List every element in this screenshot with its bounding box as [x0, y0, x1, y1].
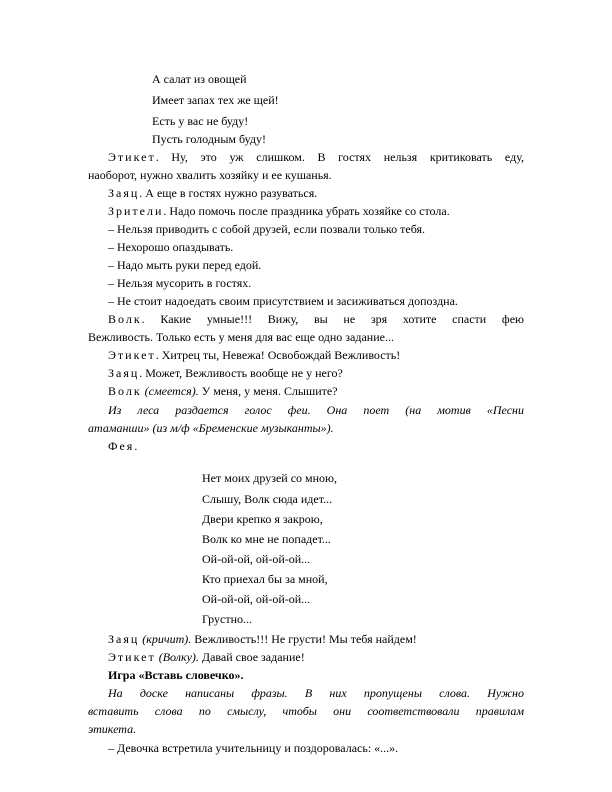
poem-line: Есть у вас не буду! [152, 114, 249, 128]
dash-line: – Нельзя приводить с собой друзей, если позвали только тебя. [108, 222, 426, 236]
dash-line: – Девочка встретила учительницу и поздоровалась: «...». [108, 741, 399, 755]
dialogue-text: . Может, Вежливость вообще не у него? [139, 366, 343, 380]
poem-line: Имеет запах тех же щей! [152, 93, 279, 107]
song-line: Грустно... [202, 612, 253, 626]
song-line: Ой-ой-ой, ой-ой-ой... [202, 552, 311, 566]
dialogue-text: . Надо помочь после праздника убрать хозяйке со стола. [163, 204, 450, 218]
speaker-name: Зрители [108, 204, 164, 218]
dialogue-text: . [134, 439, 138, 453]
dialogue-text: . Ну, это уж слишком. В гостях нельзя критиковать еду, [155, 150, 524, 164]
speaker-name: Этикет [108, 150, 156, 164]
dialogue-etiket [108, 347, 400, 363]
song-line: Волк ко мне не попадет... [202, 532, 331, 546]
dialogue-zayats [108, 631, 417, 647]
song-line: Нет моих друзей со мною, [202, 471, 337, 485]
dialogue-text: Вежливость!!! Не грусти! Мы тебя найдем! [191, 632, 417, 646]
speaker-name: Заяц [108, 186, 140, 200]
game-title: Игра «Вставь словечко». [108, 668, 244, 682]
song-line: Ой-ой-ой, ой-ой-ой... [202, 592, 311, 606]
dialogue-text-cont: Вежливость. Только есть у меня для вас еще одно задание... [88, 330, 394, 344]
stage-remark: (кричит). [142, 632, 192, 646]
stage-direction-cont: вставить слова по смыслу, чтобы они соответствовали правилам [88, 704, 524, 718]
song-line: Кто приехал бы за мной, [202, 572, 328, 586]
poem-line: А салат из овощей [152, 72, 247, 86]
poem-line: Пусть голодным буду! [152, 132, 266, 146]
dash-line: – Нельзя мусорить в гостях. [108, 276, 252, 290]
dialogue-volk [108, 311, 524, 327]
stage-remark: (Волку). [158, 650, 199, 664]
speaker-name: Заяц [108, 632, 140, 646]
speaker-name: Этикет [108, 650, 156, 664]
speaker-name: Волк [108, 384, 142, 398]
dialogue-zayats [108, 185, 317, 201]
dialogue-zriteli [108, 203, 450, 219]
dialogue-text: . Хитрец ты, Невежа! Освобождай Вежливость! [155, 348, 401, 362]
dash-line: – Не стоит надоедать своим присутствием и засиживаться допоздна. [108, 294, 458, 308]
dialogue-text: Давай свое задание! [198, 650, 305, 664]
dialogue-etiket [108, 649, 305, 665]
stage-direction: На доске написаны фразы. В них пропущены слова. Нужно [108, 686, 524, 700]
stage-direction-cont: этикета. [88, 722, 137, 736]
dialogue-volk [108, 383, 338, 399]
stage-direction: Из леса раздается голос феи. Она поет (на мотив «Песни [108, 403, 524, 417]
stage-remark: (смеется). [144, 384, 199, 398]
dialogue-text-cont: наоборот, нужно хвалить хозяйку и ее кушанья. [88, 168, 332, 182]
song-line: Двери крепко я закрою, [202, 512, 323, 526]
dialogue-feya [108, 438, 137, 454]
dash-line: – Надо мыть руки перед едой. [108, 258, 262, 272]
speaker-name: Волк [108, 312, 142, 326]
dialogue-text: У меня, у меня. Слышите? [198, 384, 338, 398]
dialogue-text: . Какие умные!!! Вижу, вы не зря хотите спасти фею [141, 312, 524, 326]
stage-direction-cont: атаманши» (из м/ф «Бременские музыканты»). [88, 421, 334, 435]
speaker-name: Фея [108, 439, 135, 453]
dialogue-zayats [108, 365, 343, 381]
dash-line: – Нехорошо опаздывать. [108, 240, 234, 254]
dialogue-text: . А еще в гостях нужно разуваться. [139, 186, 318, 200]
dialogue-etiket [108, 149, 524, 165]
speaker-name: Этикет [108, 348, 156, 362]
song-line: Слышу, Волк сюда идет... [202, 492, 333, 506]
speaker-name: Заяц [108, 366, 140, 380]
